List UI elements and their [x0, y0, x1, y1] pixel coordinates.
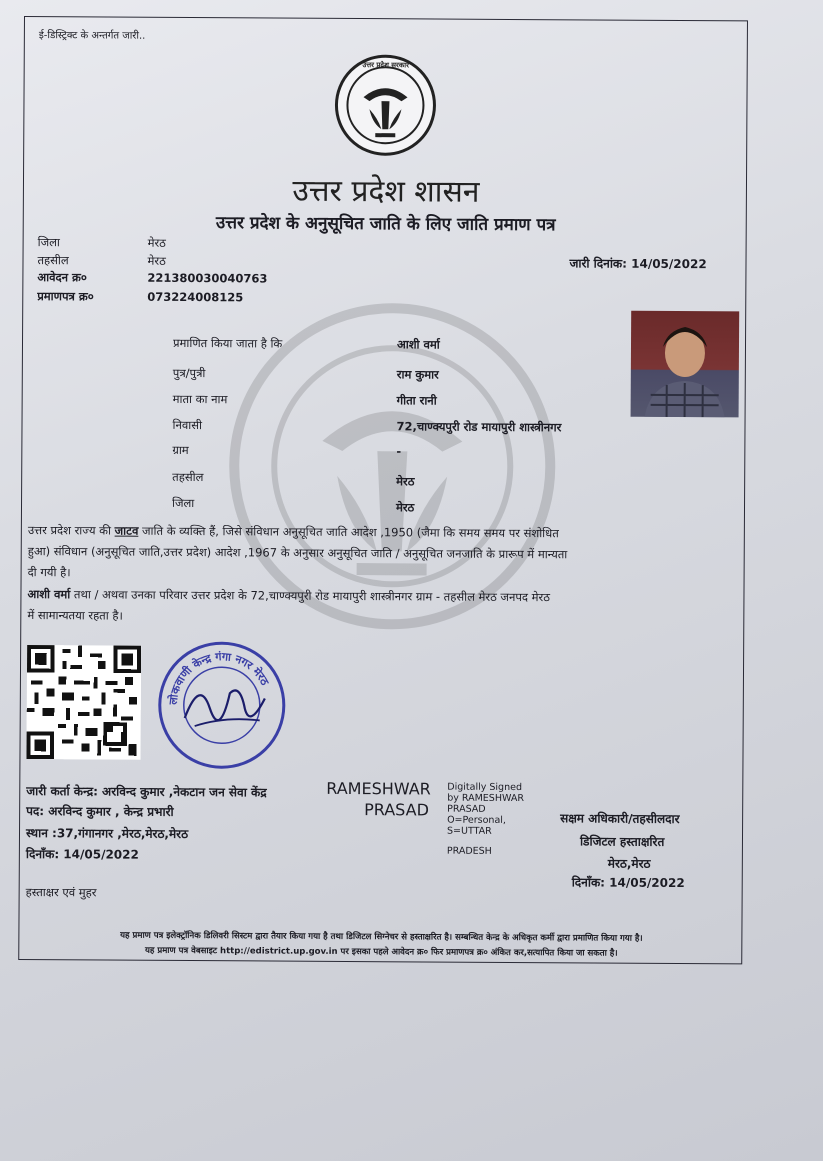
detail-label-tehsil: तहसील — [172, 469, 204, 485]
authority-place: मेरठ,मेरठ — [607, 856, 651, 871]
digital-sign-line: Digitally Signed — [447, 781, 523, 794]
detail-value-tehsil: मेरठ — [396, 474, 415, 489]
caste-paragraph-line2: हुआ) संविधान (अनुसूचित जाति,उत्तर प्रदेश) आदेश ,1967 के अनुसार अनुसूचित जाति / अनुसूचित जनजाति के प्रारूप में मान्यता — [27, 544, 568, 562]
detail-label-village: ग्राम — [172, 442, 189, 458]
residence-name: आशी वर्मा — [27, 587, 71, 602]
signer-name-line2: PRASAD — [364, 800, 429, 820]
residence-paragraph-line1: आशी वर्मा तथा / अथवा उनका परिवार उत्तर प्रदेश के 72,चाण्क्यपुरी रोड मायापुरी शास्त्रीनगर ग्राम - तहसील मेरठ जनपद मेरठ — [27, 587, 550, 605]
government-heading: उत्तर प्रदेश शासन — [292, 173, 480, 210]
detail-value-mother: गीता रानी — [396, 393, 437, 408]
footer-note-2: यह प्रमाण पत्र वेबसाइट http://edistrict.up.gov.in पर इसका पहले आवेदन क्र० फिर प्रमाणपत्र क्र० अंकित कर,सत्यापित किया जा सकता है। — [144, 945, 618, 959]
field-district-label: जिला — [37, 235, 60, 250]
signer-name-line1: RAMESHWAR — [326, 778, 431, 799]
caste-name: जाटव — [114, 523, 139, 538]
authority-title: सक्षम अधिकारी/तहसीलदार — [560, 811, 680, 827]
person-photo-icon — [631, 311, 740, 418]
digital-sign-line: PRASAD — [447, 803, 486, 815]
seal-text: लोकवाणी केन्द्र गंगा नगर मेरठ — [166, 650, 272, 706]
caste-paragraph-line1: उत्तर प्रदेश राज्य की जाटव जाति के व्यक्ति हैं, जिसे संविधान अनुसूचित जाति आदेश ,1950 (जैमा कि समय समय पर संशोधित — [27, 523, 559, 541]
authority-date: दिनाँक: 14/05/2022 — [571, 875, 685, 891]
emblem-caption: उत्तर प्रदेश सरकार — [362, 61, 409, 70]
detail-label-parent: पुत्र/पुत्री — [172, 365, 206, 381]
digital-signature — [447, 782, 524, 857]
issuer-post: पद: अरविन्द कुमार , केन्द्र प्रभारी — [26, 804, 174, 819]
digital-sign-line: O=Personal, — [447, 814, 506, 826]
caste-paragraph-line3: दी गयी है। — [27, 565, 71, 580]
detail-value-parent: राम कुमार — [396, 367, 439, 382]
detail-label-district: जिला — [171, 495, 195, 511]
field-tehsil-label: तहसील — [37, 253, 69, 268]
footer-note-1: यह प्रमाण पत्र इलेक्ट्रॉनिक डिलिवरी सिस्टम द्वारा तैयार किया गया है तथा डिजिटल सिग्नेचर से हस्ताक्षरित है। सम्बन्धित केन्द्र के अधिकृत कर्मी द्वारा प्रमाणित किया गया है। — [120, 930, 643, 944]
state-emblem-icon — [333, 53, 438, 158]
residence-paragraph — [27, 584, 739, 630]
issue-date: जारी दिनांक: 14/05/2022 — [569, 256, 707, 272]
field-certificate-value: 073224008125 — [147, 289, 244, 305]
caste-certificate — [18, 16, 748, 964]
detail-label-certified: प्रमाणित किया जाता है कि — [172, 335, 283, 351]
detail-label-mother: माता का नाम — [172, 391, 228, 407]
applicant-photo — [631, 311, 740, 418]
issuer-place: स्थान :37,गंगानगर ,मेरठ,मेरठ,मेरठ — [25, 826, 189, 842]
field-application-value: 221380030040763 — [147, 270, 268, 286]
caste-paragraph — [28, 520, 740, 587]
residence-paragraph-line2: में सामान्यतया रहता है। — [27, 608, 123, 623]
issuer-centre: जारी कर्ता केन्द्र: अरविन्द कुमार ,नेकटान जन सेवा केंद्र — [26, 784, 267, 800]
digital-sign-line: by RAMESHWAR — [447, 792, 524, 805]
detail-value-address: 72,चाण्क्यपुरी रोड मायापुरी शास्त्रीनगर — [396, 419, 562, 435]
field-tehsil-value: मेरठ — [147, 253, 166, 268]
qr-code-icon — [26, 645, 141, 760]
issued-under-note: ई-डिस्ट्रिक्ट के अन्तर्गत जारी.. — [38, 30, 146, 42]
digital-sign-line: PRADESH — [446, 845, 492, 857]
digital-sign-line: S=UTTAR — [446, 825, 492, 837]
detail-label-resident: निवासी — [172, 417, 203, 433]
detail-value-name: आशी वर्मा — [396, 337, 440, 352]
signature-and-seal-label: हस्ताक्षर एवं मुहर — [25, 885, 97, 900]
field-district-value: मेरठ — [147, 235, 166, 250]
official-seal-icon — [154, 638, 289, 773]
field-certificate-label: प्रमाणपत्र क्र० — [37, 289, 94, 304]
field-application-label: आवेदन क्र० — [37, 270, 87, 285]
detail-value-village: - — [396, 444, 402, 459]
issuer-date: दिनाँक: 14/05/2022 — [25, 847, 139, 862]
detail-value-district: मेरठ — [395, 500, 415, 515]
certificate-title: उत्तर प्रदेश के अनुसूचित जाति के लिए जाति प्रमाण पत्र — [215, 213, 556, 236]
authority-digital: डिजिटल हस्ताक्षरित — [579, 834, 665, 849]
